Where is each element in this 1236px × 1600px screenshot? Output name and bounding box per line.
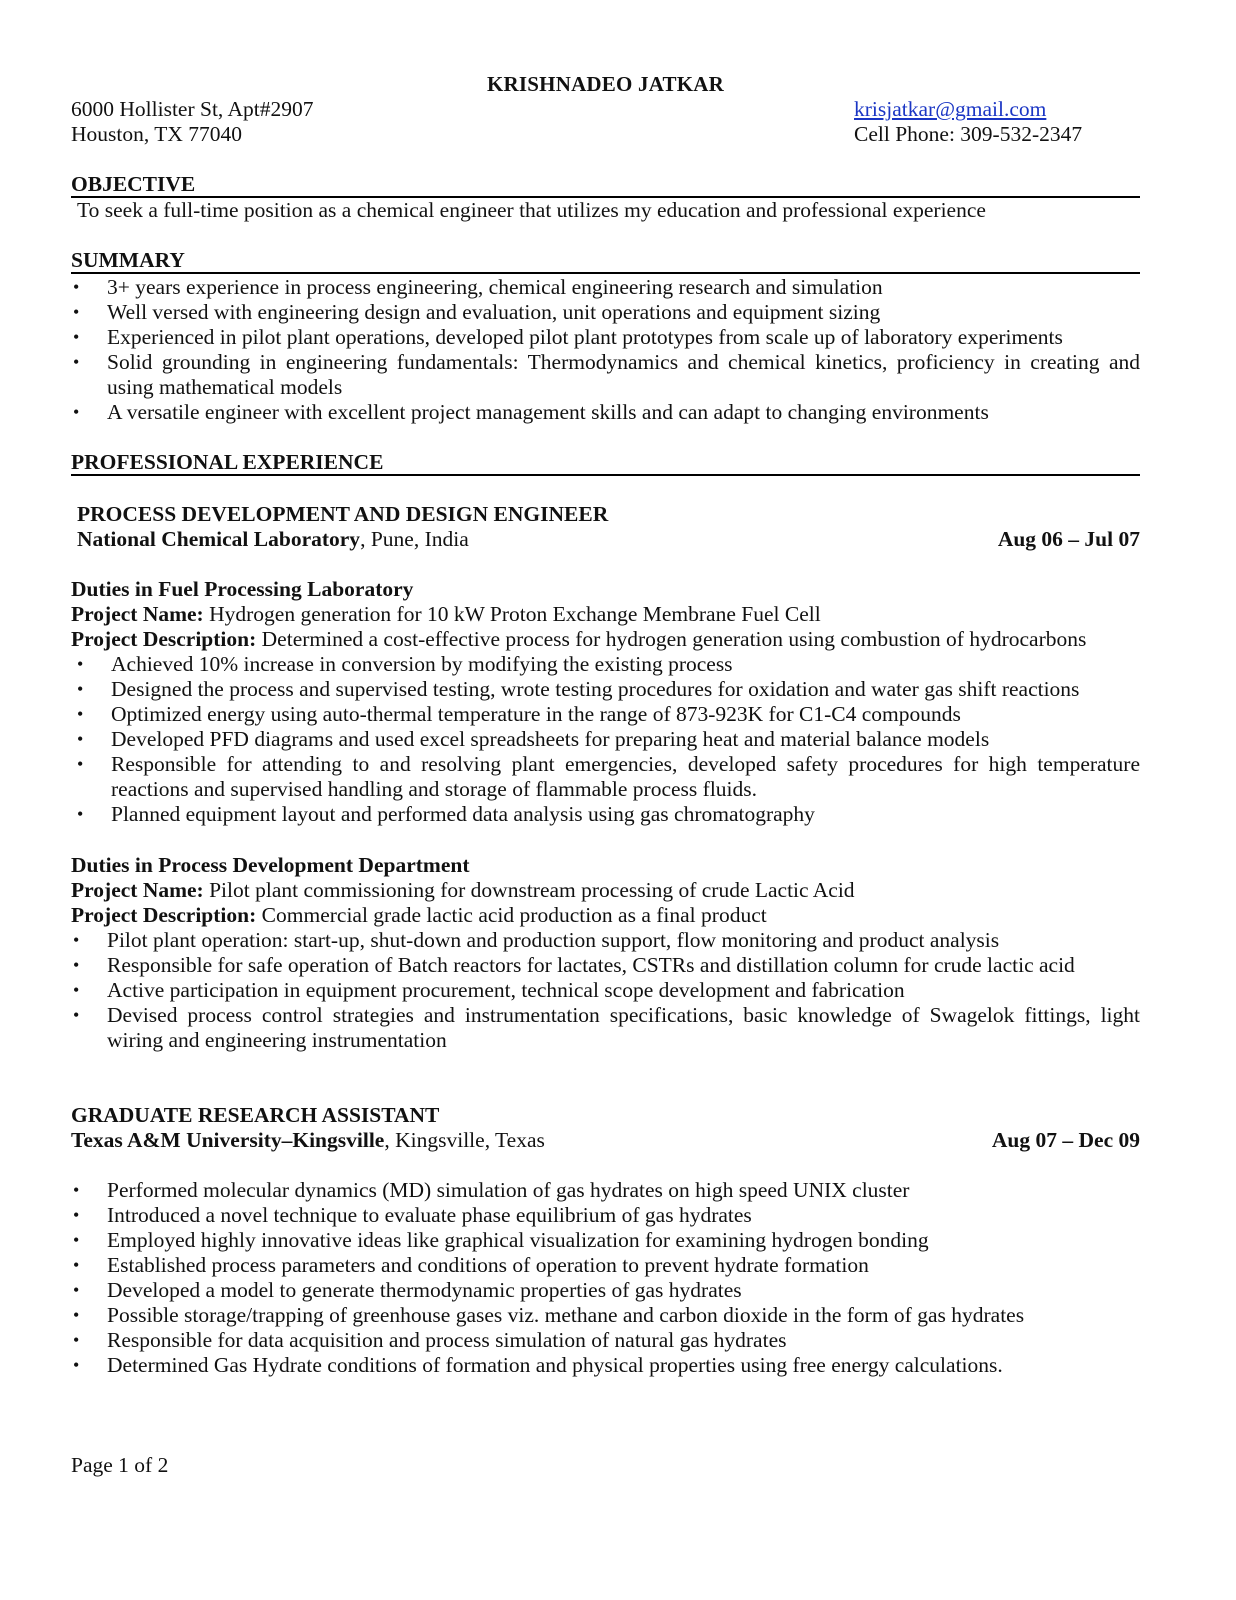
list-item: • Active participation in equipment procurement, technical scope development and fabrication xyxy=(73,978,905,1002)
job-dates: Aug 07 – Dec 09 xyxy=(991,1128,1140,1152)
list-item: • Determined Gas Hydrate conditions of formation and physical properties using free energy calculations. xyxy=(73,1353,1003,1377)
job-title: GRADUATE RESEARCH ASSISTANT xyxy=(71,1103,440,1127)
list-item: • Pilot plant operation: start-up, shut-down and production support, flow monitoring and product analysis xyxy=(73,928,1000,952)
list-item: • Performed molecular dynamics (MD) simulation of gas hydrates on high speed UNIX cluster xyxy=(73,1178,910,1202)
project-description-line: Project Description: Commercial grade lactic acid production as a final product xyxy=(71,903,767,927)
page-number: Page 1 of 2 xyxy=(71,1453,169,1477)
list-item: • Well versed with engineering design and evaluation, unit operations and equipment sizing xyxy=(73,300,881,324)
project-name-line: Project Name: Pilot plant commissioning for downstream processing of crude Lactic Acid xyxy=(71,878,855,902)
employer-location: , Pune, India xyxy=(360,527,469,551)
address-line-1: 6000 Hollister St, Apt#2907 xyxy=(71,97,314,121)
list-item: • Experienced in pilot plant operations, developed pilot plant prototypes from scale up of laboratory experiments xyxy=(73,325,1063,349)
bullet-icon: • xyxy=(77,754,84,774)
list-item: • 3+ years experience in process engineering, chemical engineering research and simulation xyxy=(73,275,883,299)
list-item: • Optimized energy using auto-thermal temperature in the range of 873-923K for C1-C4 compounds xyxy=(77,702,961,726)
list-item: • Devised process control strategies and instrumentation specifications, basic knowledge of Swagelok fittings, light wiring and engineering instrumentation xyxy=(73,1003,1140,1052)
summary-heading: SUMMARY xyxy=(71,248,1140,274)
duties-heading: Duties in Fuel Processing Laboratory xyxy=(71,577,414,601)
list-item: • Introduced a novel technique to evaluate phase equilibrium of gas hydrates xyxy=(73,1203,752,1227)
list-item: • Planned equipment layout and performed data analysis using gas chromatography xyxy=(77,802,815,826)
job-title: PROCESS DEVELOPMENT AND DESIGN ENGINEER xyxy=(77,502,609,526)
job-employer-line xyxy=(77,527,469,552)
bullet-icon: • xyxy=(73,1005,80,1025)
list-item: • Responsible for attending to and resolving plant emergencies, developed safety procedures for high temperature reactions and supervised handling and storage of flammable process fluids. xyxy=(77,752,1140,801)
bullet-icon: • xyxy=(73,980,80,1000)
employer-name: National Chemical Laboratory xyxy=(77,527,361,551)
bullet-icon: • xyxy=(73,1205,80,1225)
bullet-icon: • xyxy=(73,1280,80,1300)
duties-heading: Duties in Process Development Department xyxy=(71,853,470,877)
project-name-line: Project Name: Hydrogen generation for 10 kW Proton Exchange Membrane Fuel Cell xyxy=(71,602,821,626)
list-item: • Developed a model to generate thermodynamic properties of gas hydrates xyxy=(73,1278,742,1302)
bullet-icon: • xyxy=(73,955,80,975)
list-item: • Designed the process and supervised testing, wrote testing procedures for oxidation and water gas shift reactions xyxy=(77,677,1080,701)
list-item: • Responsible for data acquisition and process simulation of natural gas hydrates xyxy=(73,1328,787,1352)
resume-page xyxy=(71,0,1140,1600)
email-link[interactable]: krisjatkar@gmail.com xyxy=(854,97,1047,121)
project-description-line: Project Description: Determined a cost-effective process for hydrogen generation using combustion of hydrocarbons xyxy=(71,627,1087,651)
bullet-icon: • xyxy=(77,729,84,749)
phone-number: Cell Phone: 309-532-2347 xyxy=(854,122,1083,146)
employer-name: Texas A&M University–Kingsville xyxy=(71,1128,385,1152)
list-item: • Achieved 10% increase in conversion by modifying the existing process xyxy=(77,652,733,676)
bullet-icon: • xyxy=(73,1305,80,1325)
fuel-lab-duties-list xyxy=(71,652,1140,827)
bullet-icon: • xyxy=(73,1330,80,1350)
bullet-icon: • xyxy=(77,704,84,724)
list-item: • A versatile engineer with excellent project management skills and can adapt to changing environments xyxy=(73,400,989,424)
objective-text: To seek a full-time position as a chemical engineer that utilizes my education and professional experience xyxy=(77,198,986,222)
address-line-2: Houston, TX 77040 xyxy=(71,122,243,146)
summary-list xyxy=(71,275,1140,425)
list-item: • Established process parameters and conditions of operation to prevent hydrate formation xyxy=(73,1253,869,1277)
list-item: • Employed highly innovative ideas like graphical visualization for examining hydrogen bonding xyxy=(73,1228,929,1252)
list-item: • Solid grounding in engineering fundamentals: Thermodynamics and chemical kinetics, proficiency in creating and using mathematical models xyxy=(73,350,1140,399)
bullet-icon: • xyxy=(77,654,84,674)
bullet-icon: • xyxy=(73,1230,80,1250)
job-dates: Aug 06 – Jul 07 xyxy=(997,527,1140,551)
bullet-icon: • xyxy=(77,804,84,824)
bullet-icon: • xyxy=(73,352,80,372)
bullet-icon: • xyxy=(77,679,84,699)
list-item: • Possible storage/trapping of greenhouse gases viz. methane and carbon dioxide in the form of gas hydrates xyxy=(73,1303,1025,1327)
bullet-icon: • xyxy=(73,402,80,422)
candidate-name: KRISHNADEO JATKAR xyxy=(487,72,724,96)
research-duties-list xyxy=(71,1178,1140,1378)
bullet-icon: • xyxy=(73,1180,80,1200)
list-item: • Developed PFD diagrams and used excel spreadsheets for preparing heat and material balance models xyxy=(77,727,990,751)
employer-location: , Kingsville, Texas xyxy=(384,1128,545,1152)
list-item: • Responsible for safe operation of Batch reactors for lactates, CSTRs and distillation column for crude lactic acid xyxy=(73,953,1075,977)
bullet-icon: • xyxy=(73,327,80,347)
objective-heading: OBJECTIVE xyxy=(71,172,1140,198)
process-dev-duties-list xyxy=(71,928,1140,1053)
bullet-icon: • xyxy=(73,1255,80,1275)
job-employer-line xyxy=(71,1128,545,1153)
bullet-icon: • xyxy=(73,302,80,322)
bullet-icon: • xyxy=(73,1355,80,1375)
bullet-icon: • xyxy=(73,930,80,950)
experience-heading: PROFESSIONAL EXPERIENCE xyxy=(71,450,1140,476)
bullet-icon: • xyxy=(73,277,80,297)
